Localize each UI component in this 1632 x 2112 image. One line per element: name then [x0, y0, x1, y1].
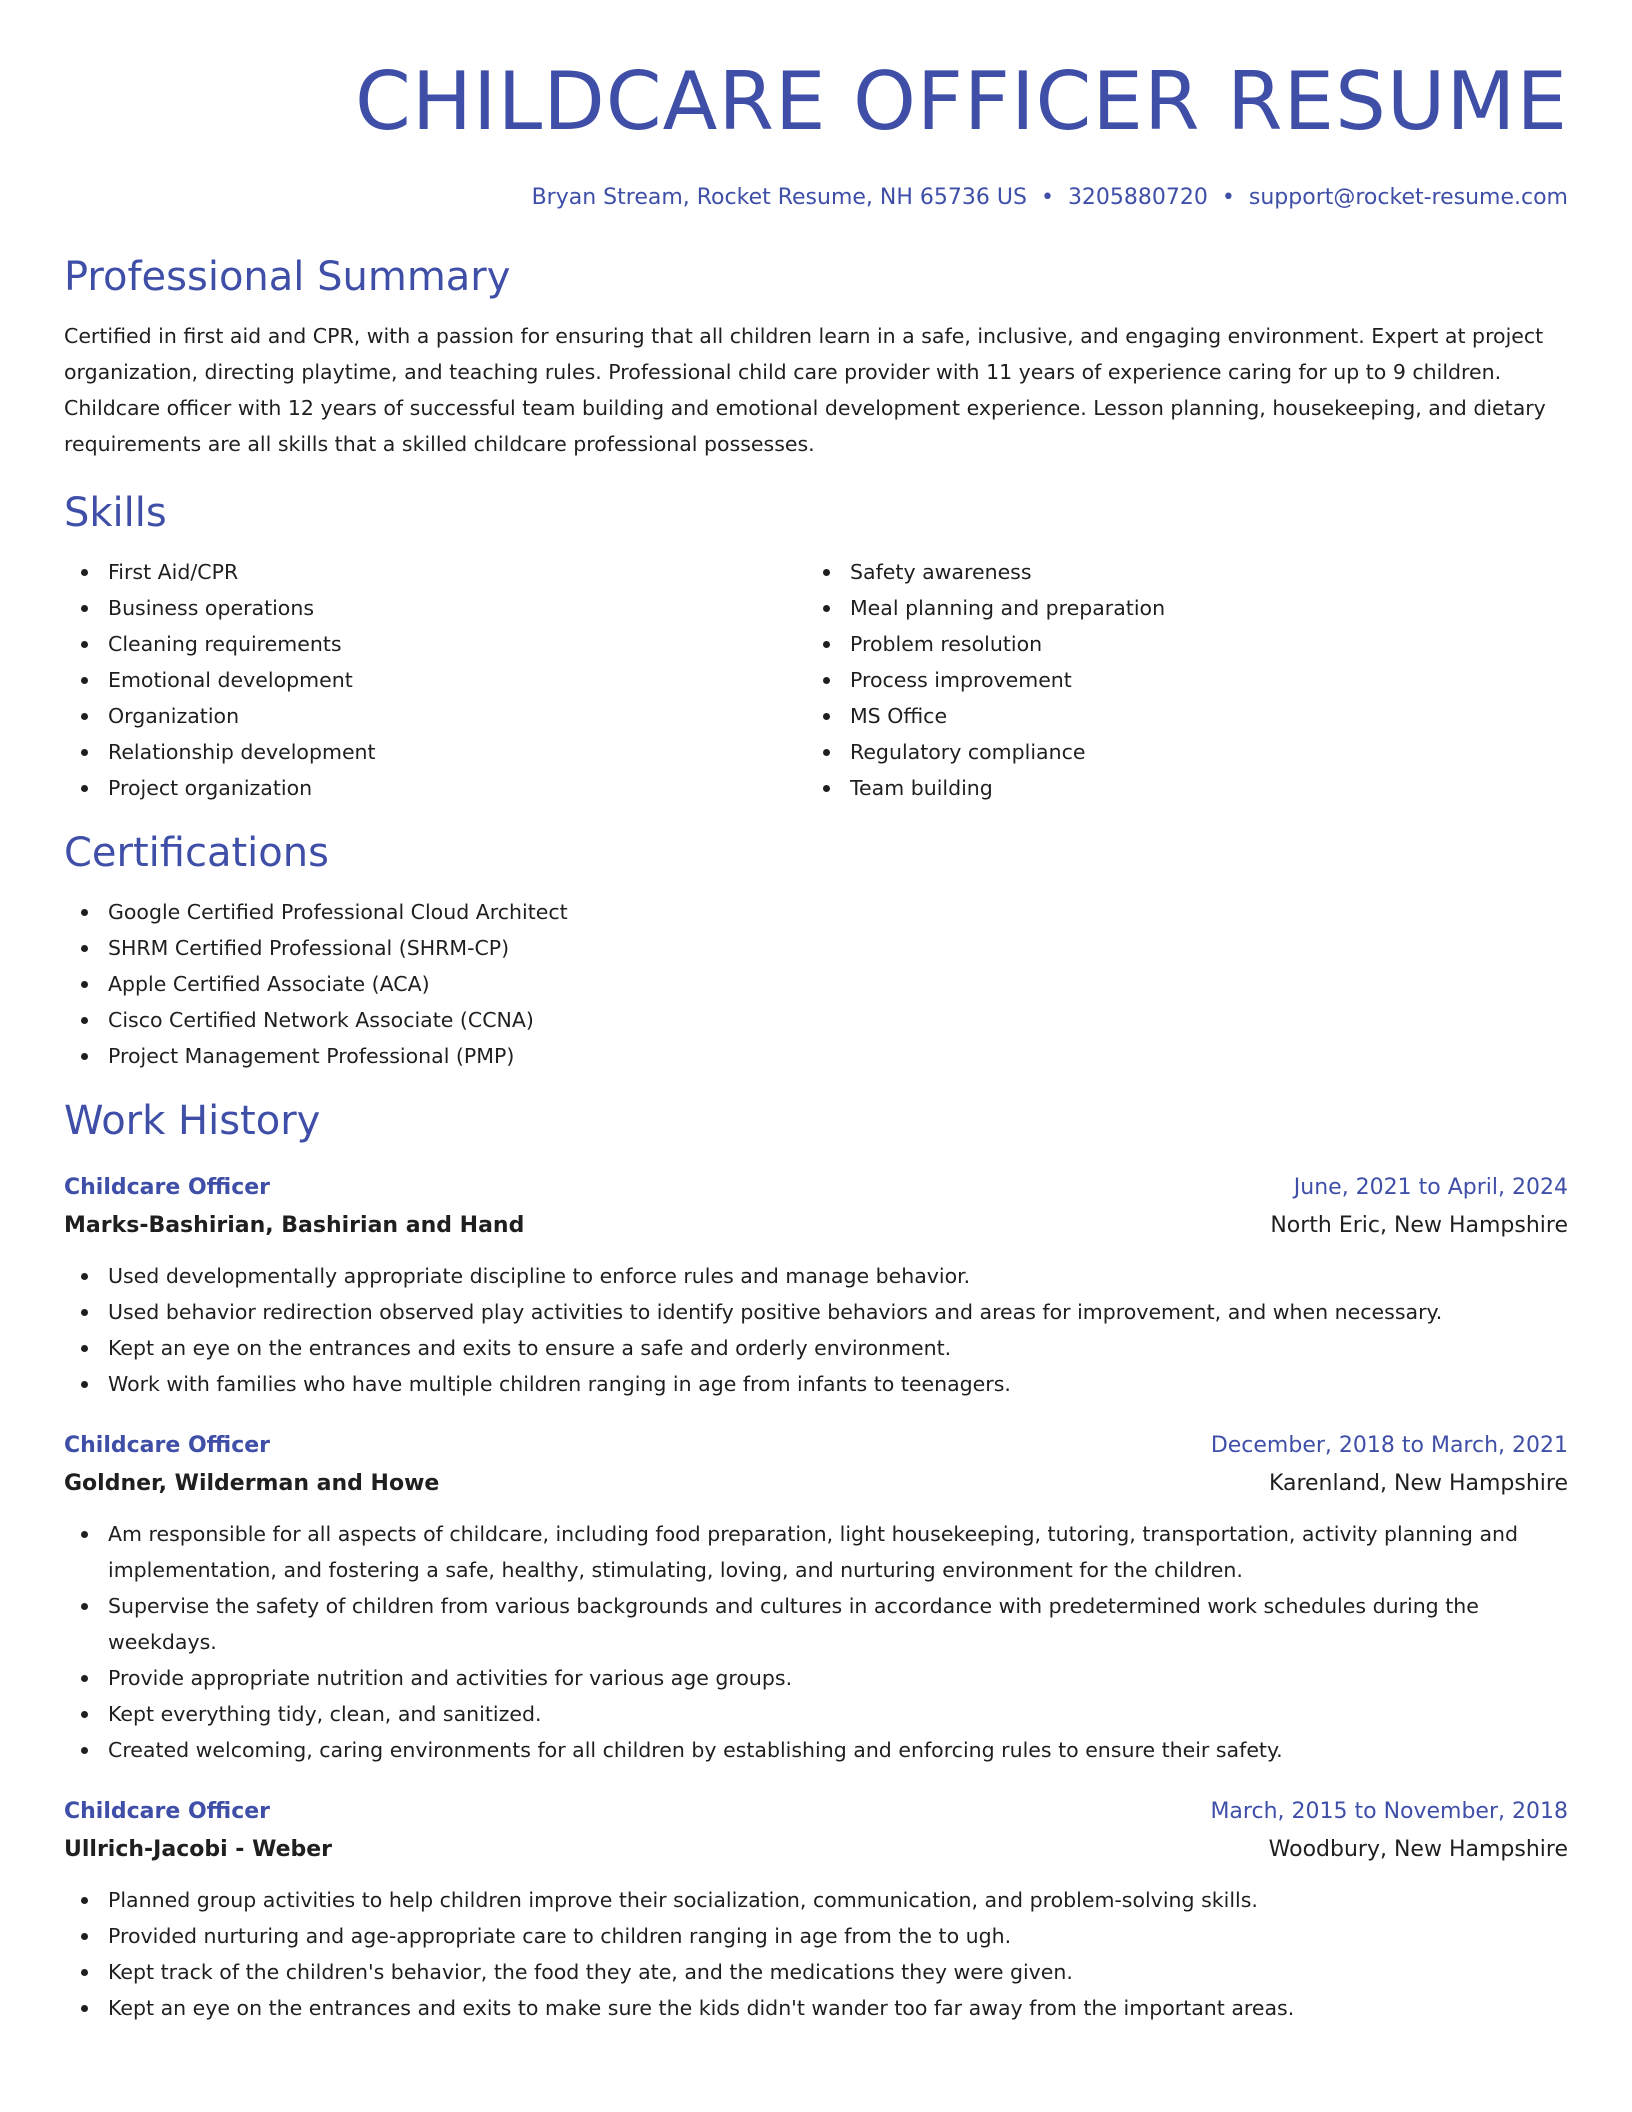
contact-separator: •: [1221, 185, 1235, 210]
job-location: North Eric, New Hampshire: [1270, 1213, 1568, 1238]
certification-item: Google Certified Professional Cloud Architect: [64, 894, 1568, 930]
skill-item: MS Office: [806, 698, 1568, 734]
contact-address: Bryan Stream, Rocket Resume, NH 65736 US: [531, 185, 1027, 210]
job-bullet: Work with families who have multiple children ranging in age from infants to teenagers.: [64, 1366, 1568, 1402]
job-dates: June, 2021 to April, 2024: [1293, 1175, 1568, 1200]
job-location: Woodbury, New Hampshire: [1268, 1837, 1568, 1862]
certification-item: SHRM Certified Professional (SHRM-CP): [64, 930, 1568, 966]
job-role: Childcare Officer: [64, 1175, 271, 1200]
certifications-heading: Certifications: [64, 830, 329, 876]
skill-item: Project organization: [64, 770, 806, 806]
job-company-row: [64, 1464, 1568, 1504]
skills-grid: [64, 554, 1568, 806]
skill-item: Organization: [64, 698, 806, 734]
job-header-row: [64, 1428, 1568, 1464]
skill-item: Safety awareness: [806, 554, 1568, 590]
job-company-row: [64, 1830, 1568, 1870]
resume-title: CHILDCARE OFFICER RESUME: [355, 55, 1568, 148]
work-history-heading: Work History: [64, 1098, 321, 1144]
summary-heading: Professional Summary: [64, 254, 511, 300]
job-bullet: Kept an eye on the entrances and exits to make sure the kids didn't wander too far away from the important areas.: [64, 1990, 1568, 2026]
certification-item: Cisco Certified Network Associate (CCNA): [64, 1002, 1568, 1038]
skills-list-right: [806, 554, 1568, 806]
job-bullet: Kept track of the children's behavior, the food they ate, and the medications they were given.: [64, 1954, 1568, 1990]
contact-email[interactable]: support@rocket-resume.com: [1248, 185, 1568, 210]
job-company: Goldner, Wilderman and Howe: [64, 1471, 440, 1496]
skills-heading: Skills: [64, 490, 167, 536]
job-dates: December, 2018 to March, 2021: [1210, 1433, 1568, 1458]
job-entry: [64, 1794, 1568, 2026]
job-bullet: Kept everything tidy, clean, and sanitized.: [64, 1696, 1568, 1732]
job-header-row: [64, 1170, 1568, 1206]
job-location: Karenland, New Hampshire: [1268, 1471, 1568, 1496]
skills-list-left: [64, 554, 806, 806]
job-entry: [64, 1428, 1568, 1768]
job-entry: [64, 1170, 1568, 1402]
job-bullet: Provided nurturing and age-appropriate care to children ranging in age from the to ugh.: [64, 1918, 1568, 1954]
job-company-row: [64, 1206, 1568, 1246]
summary-section: [64, 252, 1568, 462]
job-company: Marks-Bashirian, Bashirian and Hand: [64, 1213, 525, 1238]
skill-item: Meal planning and preparation: [806, 590, 1568, 626]
skill-item: Regulatory compliance: [806, 734, 1568, 770]
work-history-section: [64, 1096, 1568, 2026]
job-role: Childcare Officer: [64, 1433, 271, 1458]
skill-item: Team building: [806, 770, 1568, 806]
job-bullet: Used developmentally appropriate discipline to enforce rules and manage behavior.: [64, 1258, 1568, 1294]
job-bullets: [64, 1516, 1568, 1768]
skill-item: First Aid/CPR: [64, 554, 806, 590]
skill-item: Cleaning requirements: [64, 626, 806, 662]
job-bullet: Created welcoming, caring environments for all children by establishing and enforcing rules to ensure their safety.: [64, 1732, 1568, 1768]
certification-item: Apple Certified Associate (ACA): [64, 966, 1568, 1002]
job-bullets: [64, 1882, 1568, 2026]
job-bullet: Planned group activities to help children improve their socialization, communication, and problem-solving skills.: [64, 1882, 1568, 1918]
contact-separator: •: [1040, 185, 1054, 210]
job-bullet: Supervise the safety of children from various backgrounds and cultures in accordance with predetermined work schedules during the weekdays.: [64, 1588, 1568, 1660]
certifications-section: [64, 828, 1568, 1074]
skill-item: Relationship development: [64, 734, 806, 770]
job-header-row: [64, 1794, 1568, 1830]
job-bullet: Provide appropriate nutrition and activities for various age groups.: [64, 1660, 1568, 1696]
certification-item: Project Management Professional (PMP): [64, 1038, 1568, 1074]
certifications-list: [64, 894, 1568, 1074]
job-bullets: [64, 1258, 1568, 1402]
skill-item: Emotional development: [64, 662, 806, 698]
contact-phone: 3205880720: [1067, 185, 1208, 210]
skills-section: [64, 488, 1568, 806]
job-bullet: Used behavior redirection observed play activities to identify positive behaviors and areas for improvement, and when necessary.: [64, 1294, 1568, 1330]
skill-item: Business operations: [64, 590, 806, 626]
job-bullet: Kept an eye on the entrances and exits to ensure a safe and orderly environment.: [64, 1330, 1568, 1366]
skill-item: Problem resolution: [806, 626, 1568, 662]
job-role: Childcare Officer: [64, 1799, 271, 1824]
job-company: Ullrich-Jacobi - Weber: [64, 1837, 333, 1862]
summary-text: Certified in first aid and CPR, with a passion for ensuring that all children learn in a safe, inclusive, and engaging environment. Expert at project organization, directing playtime, and teaching rules. Professional child care provider with 11 years of experience caring for up to 9 children. Childcare officer with 12 years of successful team building and emotional development experience. Lesson planning, housekeeping, and dietary requirements are all skills that a skilled childcare professional possesses.: [64, 324, 1546, 456]
job-dates: March, 2015 to November, 2018: [1210, 1799, 1568, 1824]
job-bullet: Am responsible for all aspects of childcare, including food preparation, light housekeeping, tutoring, transportation, activity planning and implementation, and fostering a safe, healthy, stimulating, loving, and nurturing environment for the children.: [64, 1516, 1568, 1588]
skill-item: Process improvement: [806, 662, 1568, 698]
contact-line: [64, 184, 1568, 212]
